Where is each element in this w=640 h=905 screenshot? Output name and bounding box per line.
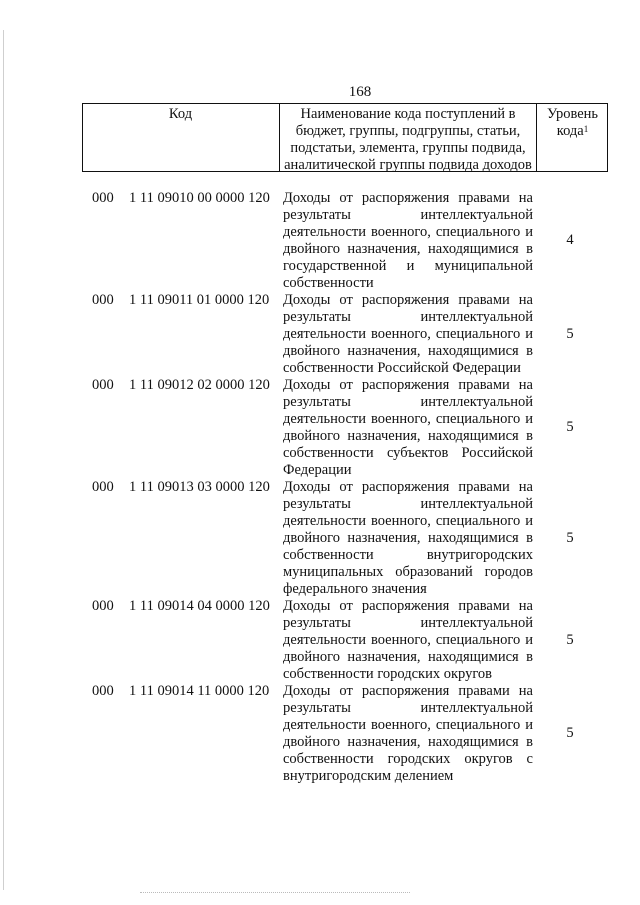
description-line: результаты интеллектуальной [283, 207, 533, 223]
income-code: 1 11 09014 04 0000 120 [129, 598, 270, 614]
description-line: собственности Российской Федерации [283, 360, 521, 376]
description-line: деятельности военного, специального и [283, 326, 533, 342]
header-name-line: подстатьи, элемента, группы подвида, [290, 140, 526, 156]
income-description [283, 377, 533, 479]
page-number: 168 [348, 84, 372, 100]
description-line: результаты интеллектуальной [283, 309, 533, 325]
header-name-line: аналитической группы подвида доходов [284, 157, 532, 173]
code-level: 5 [566, 326, 574, 342]
scan-artifact [140, 892, 410, 894]
header-level-line2 [537, 123, 608, 140]
header-level [537, 106, 608, 140]
description-line: собственности городских округов с [283, 751, 533, 767]
description-line: деятельности военного, специального и [283, 513, 533, 529]
description-line: двойного назначения, находящимися в [283, 428, 533, 444]
income-code: 1 11 09014 11 0000 120 [129, 683, 270, 699]
description-line: внутригородским делением [283, 768, 454, 784]
income-code: 1 11 09013 03 0000 120 [129, 479, 270, 495]
income-description [283, 598, 533, 683]
footnote-marker: 1 [583, 124, 589, 134]
header-name [280, 106, 536, 174]
header-name-line: Наименование кода поступлений в [300, 106, 516, 122]
description-line: результаты интеллектуальной [283, 615, 533, 631]
admin-code: 000 [92, 598, 114, 614]
table-row [0, 683, 640, 785]
description-line: двойного назначения, находящимися в [283, 530, 533, 546]
income-code: 1 11 09011 01 0000 120 [129, 292, 270, 308]
description-line: Доходы от распоряжения правами на [283, 292, 533, 308]
code-level: 4 [566, 232, 574, 248]
table-row [0, 479, 640, 598]
description-line: Федерации [283, 462, 352, 478]
income-description [283, 292, 533, 377]
admin-code: 000 [92, 190, 114, 206]
header-level-word: кода [556, 123, 584, 139]
description-line: муниципальных образований городов [283, 564, 533, 580]
code-level: 5 [566, 530, 574, 546]
description-line: результаты интеллектуальной [283, 700, 533, 716]
header-code: Код [168, 106, 193, 122]
code-level: 5 [566, 632, 574, 648]
description-line: двойного назначения, находящимися в [283, 649, 533, 665]
description-line: собственности субъектов Российской [283, 445, 533, 461]
description-line: Доходы от распоряжения правами на [283, 683, 533, 699]
table-header [82, 103, 608, 172]
income-code: 1 11 09012 02 0000 120 [129, 377, 270, 393]
description-line: собственности внутригородских [283, 547, 533, 563]
admin-code: 000 [92, 377, 114, 393]
table-row [0, 377, 640, 479]
income-description [283, 683, 533, 785]
description-line: Доходы от распоряжения правами на [283, 598, 533, 614]
header-level-line1: Уровень [546, 106, 599, 122]
admin-code: 000 [92, 479, 114, 495]
description-line: собственности городских округов [283, 666, 493, 682]
header-name-line: бюджет, группы, подгруппы, статьи, [295, 123, 521, 139]
description-line: результаты интеллектуальной [283, 394, 533, 410]
description-line: деятельности военного, специального и [283, 632, 533, 648]
income-description [283, 479, 533, 598]
description-line: двойного назначения, находящимися в [283, 343, 533, 359]
description-line: деятельности военного, специального и [283, 411, 533, 427]
description-line: деятельности военного, специального и [283, 224, 533, 240]
description-line: двойного назначения, находящимися в [283, 734, 533, 750]
header-top-border [82, 103, 608, 104]
description-line: результаты интеллектуальной [283, 496, 533, 512]
description-line: Доходы от распоряжения правами на [283, 479, 533, 495]
description-line: двойного назначения, находящимися в [283, 241, 533, 257]
income-code: 1 11 09010 00 0000 120 [129, 190, 270, 206]
description-line: государственной и муниципальной [283, 258, 533, 274]
description-line: федерального значения [283, 581, 427, 597]
code-level: 5 [566, 419, 574, 435]
description-line: деятельности военного, специального и [283, 717, 533, 733]
admin-code: 000 [92, 292, 114, 308]
admin-code: 000 [92, 683, 114, 699]
table-row [0, 190, 640, 292]
description-line: Доходы от распоряжения правами на [283, 377, 533, 393]
description-line: Доходы от распоряжения правами на [283, 190, 533, 206]
table-row [0, 292, 640, 377]
income-description [283, 190, 533, 292]
description-line: собственности [283, 275, 374, 291]
code-level: 5 [566, 725, 574, 741]
table-row [0, 598, 640, 683]
